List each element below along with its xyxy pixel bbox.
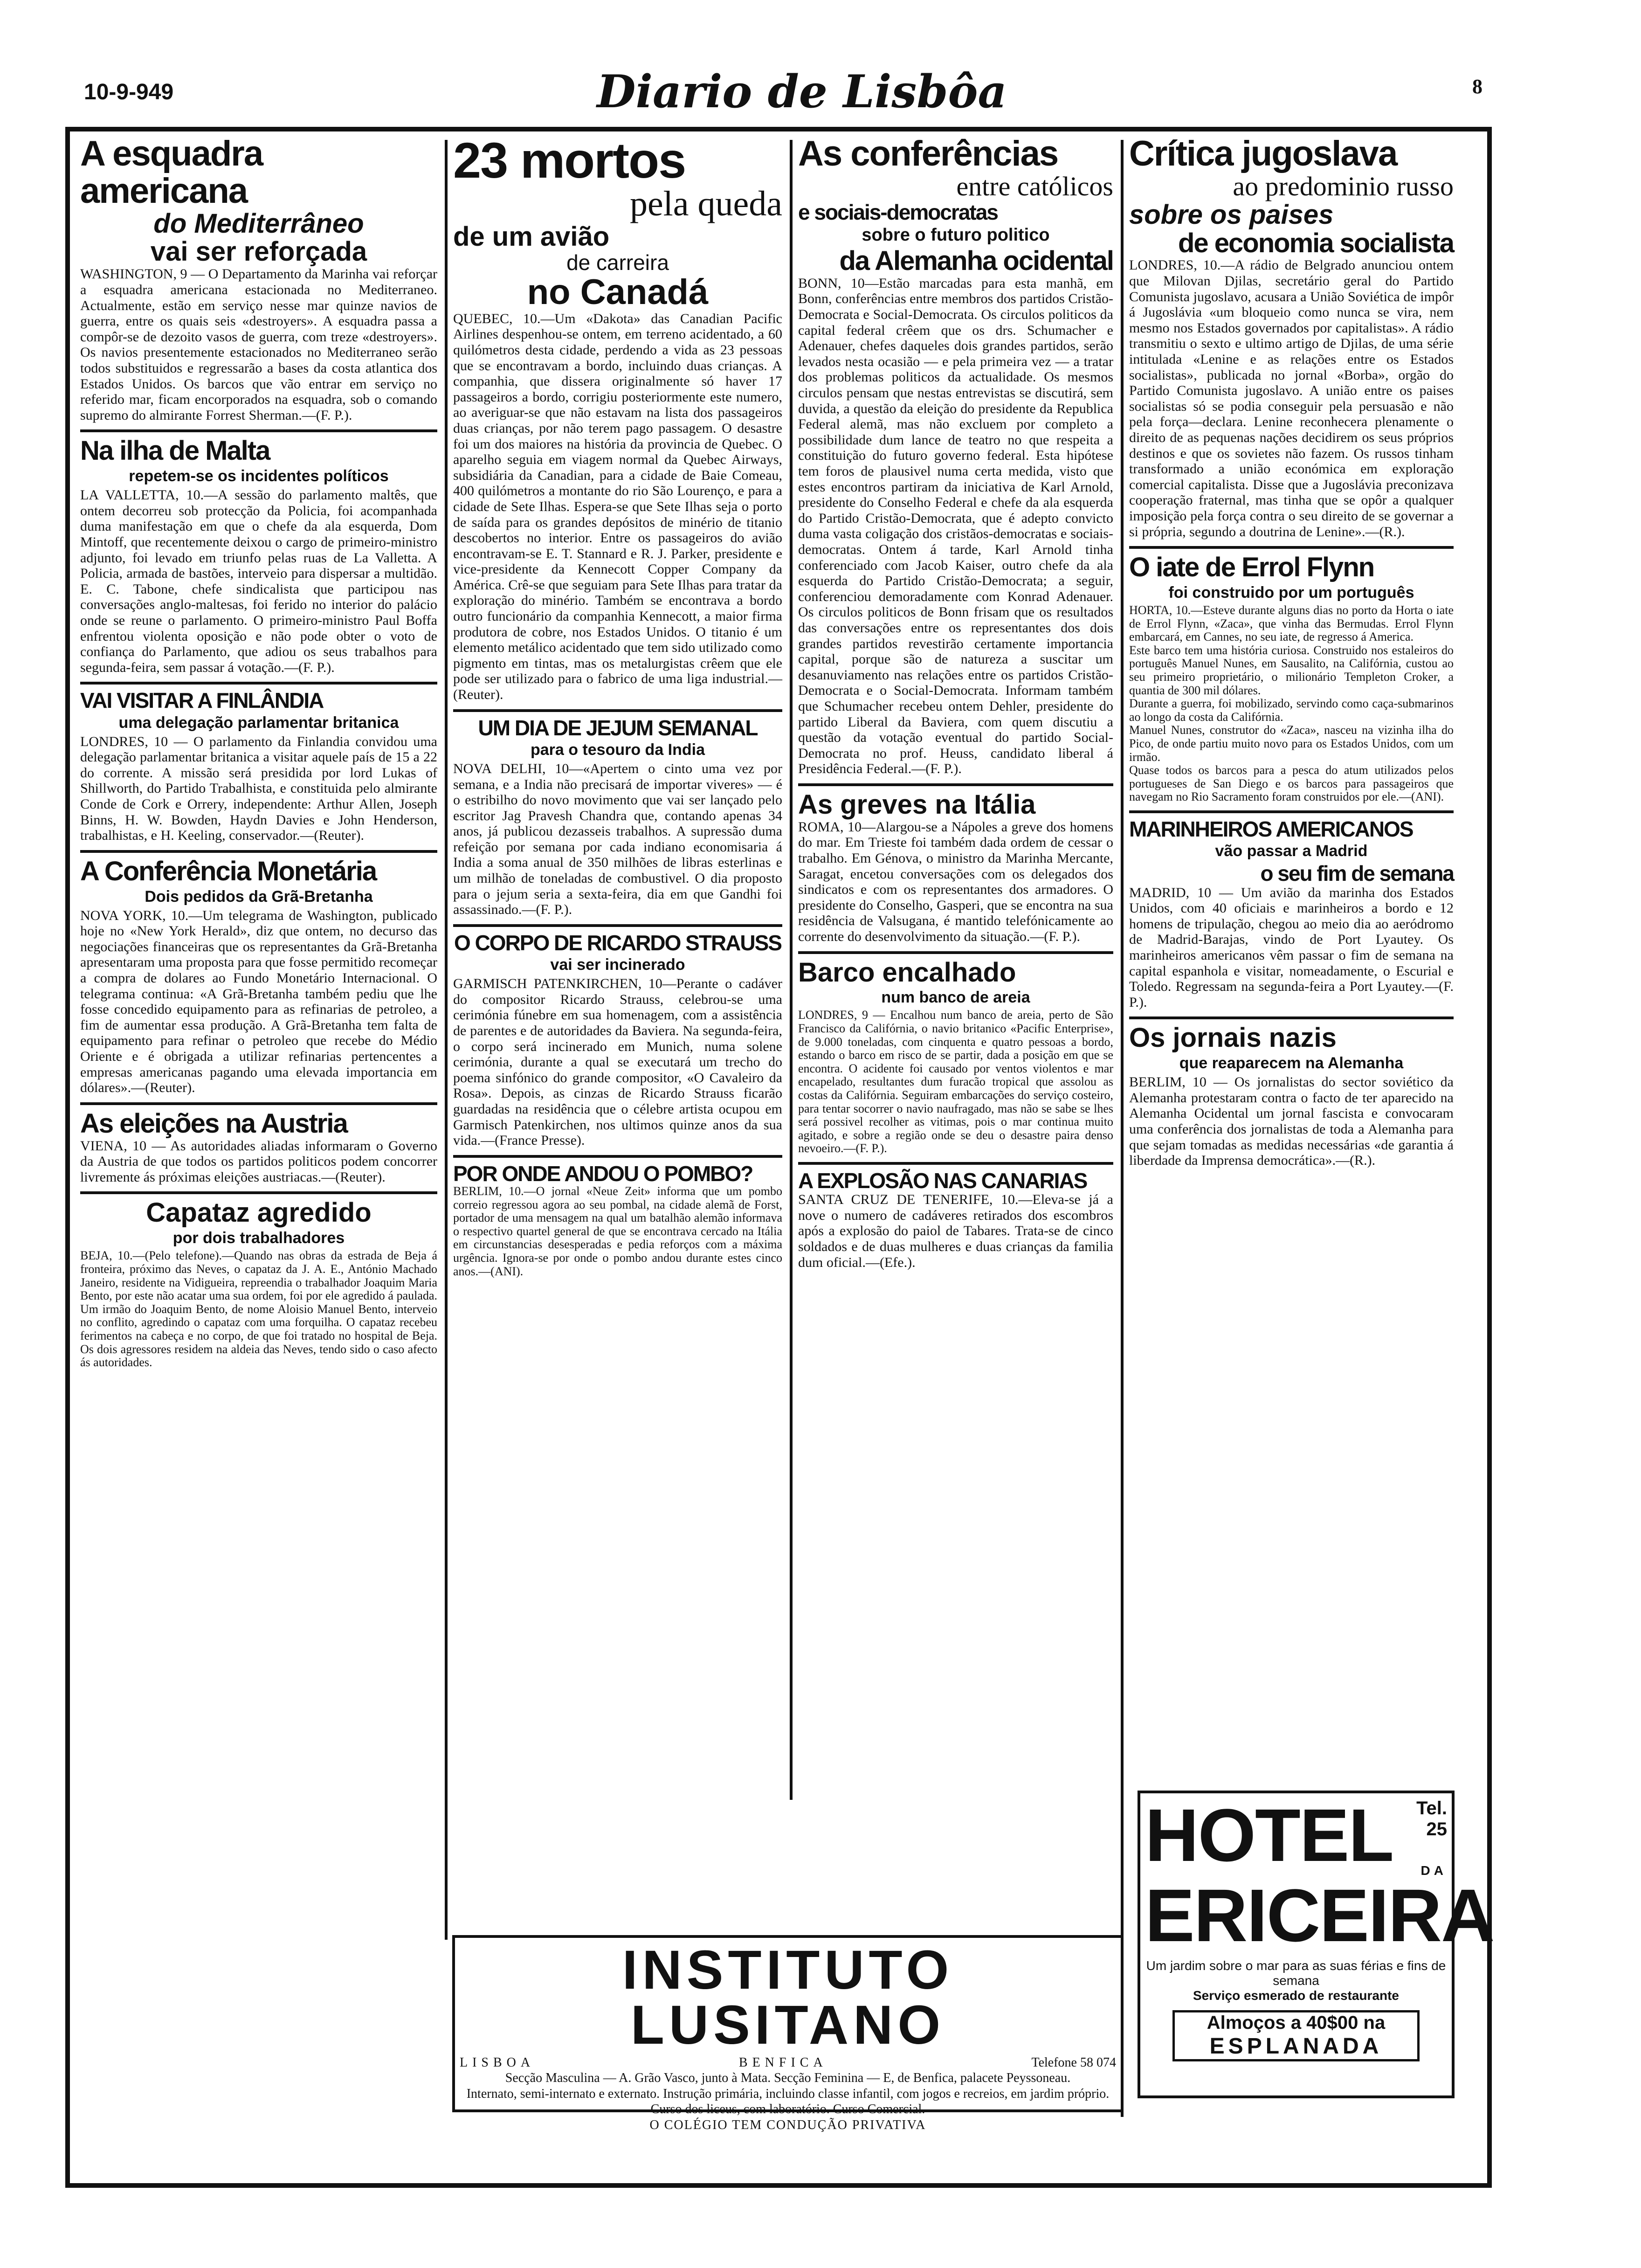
headline: As eleições na Austria — [80, 1108, 347, 1139]
headline: UM DIA DE JEJUM SEMANAL — [478, 715, 758, 740]
ad-district: BENFICA — [738, 2055, 827, 2070]
article-nazi-newspapers — [1129, 1024, 1454, 1168]
headline: A Conferência Monetária — [80, 856, 377, 886]
article-body: VIENA, 10 — As autoridades aliadas informaram o Governo da Austria de que todos os partidos politicos podem concorrer livremente ás próximas eleições austriacas.—(Reuter). — [80, 1138, 437, 1185]
article-monetary-conference — [80, 857, 437, 1096]
headline: MARINHEIROS AMERICANOS — [1129, 816, 1413, 841]
article-body: BEJA, 10.—(Pelo telefone).—Quando nas obras da estrada de Beja á fronteira, próximo das Neves, o capataz da J. A. E., António Machado Janeiro, residente na Vidigueira, repreendia o trabalhador Joaquim Maria Bento, por este não acatar uma sua ordem, foi por ele agredido á paulada. Um irmão do Joaquim Bento, de nome Aloisio Manuel Bento, interveio no conflito, agredindo o capataz com uma forquilha. O capataz recebeu ferimentos na cabeça e no corpo, de que foi tratado no hospital de Beja. Os dois agressores residem na aldeia das Neves, tendo sido o caso afecto ás autoridades. — [80, 1249, 437, 1369]
article-body: NOVA DELHI, 10—«Apertem o cinto uma vez por semana, e a India não precisará de importar viveres» — é o estribilho do novo movimento que vai ser lançado pelo escritor Jag Pravesh Chandra que, contando apenas 34 anos, já publicou dezasseis trabalhos. A supressão duma refeição por semana por cada indiano economisaria á India a soma anual de 350 milhões de libras esterlinas e um milhão de toneladas de combustivel. O dia proposto para o jejum seria a sexta-feira, dia em que Gandhi foi assassinado.—(F. P.). — [453, 761, 782, 918]
article-finland — [80, 689, 437, 843]
article-body: GARMISCH PATENKIRCHEN, 10—Perante o cadáver do compositor Ricardo Strauss, celebrou-se uma cerimónia fúnebre em sua homenagem, com a assistência de parentes e de autoridades da Baviera. Na segunda-feira, o corpo será incinerado em Munich, numa solene cerimónia, durante a qual se executará um trecho do poema sinfónico do grande compositor, «O Cavaleiro da Rosa». Depois, as cinzas de Ricardo Strauss ficarão guardadas na residência que o célebre artista ocupou em Garmisch Patenkirchen, nos ultimos quinze anos da sua vida.—(France Presse). — [453, 976, 782, 1148]
article-us-fleet — [80, 135, 437, 423]
headline-line-2: pela queda — [629, 184, 782, 223]
subheadline-2: o seu fim de semana — [1260, 861, 1454, 886]
ad-text: Secção Masculina — A. Grão Vasco, junto à Mata. Secção Feminina — E, de Benfica, palacete Peyssoneau. — [505, 2071, 1071, 2085]
divider — [798, 1162, 1113, 1165]
hotel-service: Serviço esmerado de restaurante — [1193, 1988, 1399, 2003]
article-body: ROMA, 10—Alargou-se a Nápoles a greve dos homens do mar. Em Trieste foi também dada ordem de cessar o trabalho. Em Génova, o ministro da Marinha Mercante, Saragat, encetou conversações com os delegados dos sindicatos e com os representantes dos armadores. O presidente do Conselho, Gasperi, que se encontra na sua residência de Valsugana, é mantido telefónicamente ao corrente do desenvolvimento da situação.—(F. P.). — [798, 819, 1113, 944]
headline-line-3: de um avião — [453, 221, 610, 252]
divider — [80, 850, 437, 853]
article-body: WASHINGTON, 9 — O Departamento da Marinha vai reforçar a esquadra americana estacionada no Mediterraneo. Actualmente, estão em serviço nesse mar quinze navios de guerra, entre os quais seis «destroyers». A esquadra passa a compôr-se de dezoito vasos de guerra, com treze «destroyers». Os navios presentemente estacionados no Mediterraneo serão todos substituidos e regressarão a bases da costa atlantica dos Estados Unidos. Os barcos que vão entrar em serviço no referido mar, ficam encorporados na esquadra, sob o comando supremo do almirante Forrest Sherman.—(F. P.). — [80, 266, 437, 423]
divider — [453, 709, 782, 712]
article-errol-flynn-yacht — [1129, 553, 1454, 804]
headline: Barco encalhado — [798, 957, 1016, 988]
article-body: Este barco tem uma história curiosa. Construido nos estaleiros do português Manuel Nunes, em Sausalito, na Califórnia, custou ao seu primeiro proprietário, o milionário Templeton Croker, a quantia de 300 mil dólares. — [1129, 643, 1454, 697]
article-austria-elections — [80, 1110, 437, 1185]
divider — [798, 783, 1113, 786]
article-body: Manuel Nunes, construtor do «Zaca», nasceu na vizinha ilha do Pico, de onde partiu muito novo para os Estados Unidos, com um irmão. — [1129, 723, 1454, 764]
article-body: HORTA, 10.—Esteve durante alguns dias no porto da Horta o iate de Errol Flynn, «Zaca», que vinha das Bermudas. Errol Flynn embarcará, em Cannes, no seu iate, de regresso á America. — [1129, 603, 1454, 644]
headline-line-4: de carreira — [566, 250, 669, 275]
headline-line-5: no Canadá — [527, 272, 709, 312]
ad-location-row — [460, 2055, 1116, 2070]
ad-hotel-ericeira — [1138, 1791, 1494, 2098]
article-ship-aground — [798, 959, 1113, 1155]
article-india-fasting — [453, 717, 782, 918]
divider — [453, 1155, 782, 1158]
subheadline: que reaparecem na Alemanha — [1179, 1054, 1404, 1072]
article-body: NOVA YORK, 10.—Um telegrama de Washington, publicado hoje no «New York Herald», diz que ontem, no decurso das negociações financeiras que os representantes da Grã-Bretanha apresentaram uma proposta para que fosse permitido recomeçar a compra de dolares ao Fundo Monetário Internacional. O telegrama continua: «A Grã-Bretanha também pediu que lhe fosse concedido equipamento para as refinarias de petroleo, a fim de aumentar essa produção. A Grã-Bretanha tem falta de equipamento para refinar o petroleo que recebe do Médio Oriente e é obrigada a utilizar refinarias pertencentes a empresas americanas pagando uma elevada importancia em dólares».—(Reuter). — [80, 907, 437, 1096]
headline: O iate de Errol Flynn — [1129, 552, 1374, 583]
hotel-name: ERICEIRA — [1145, 1874, 1494, 1957]
article-body: Durante a guerra, foi mobilizado, servindo como caça-submarinos ao longo da costa da Califórnia. — [1129, 697, 1454, 724]
article-yugoslav-critique — [1129, 135, 1454, 539]
headline-line-4: de economia socialista — [1178, 228, 1454, 258]
subheadline: vai ser incinerado — [550, 956, 685, 974]
article-body: LONDRES, 10 — O parlamento da Finlandia convidou uma delegação parlamentar britanica a visitar aquele país de 15 a 22 do corrente. A missão será presidida por lord Lukas of Shillworth, do Partido Trabalhista, e constituida pelo almirante Conde de Cork e Orrery, independente: Arthur Allen, Joseph Binns, H. W. Bowden, Haydn Davies e John Henderson, trabalhistas, e H. Keeling, conservador.—(Reuter). — [80, 733, 437, 844]
hotel-title-row — [1145, 1793, 1447, 1878]
article-pigeon — [453, 1162, 782, 1278]
column-3 — [793, 135, 1119, 2168]
headline: A EXPLOSÃO NAS CANARIAS — [798, 1168, 1087, 1193]
headline: 23 mortos — [453, 135, 686, 188]
article-foreman-attacked — [80, 1199, 437, 1369]
ad-instituto-lusitano — [452, 1935, 1124, 2132]
headline-line-2: do Mediterrâneo — [153, 208, 364, 239]
newspaper-title: Diario de Lisbôa — [597, 65, 1007, 118]
subheadline: repetem-se os incidentes políticos — [129, 467, 389, 485]
headline: A esquadra americana — [80, 135, 263, 211]
page-number: 8 — [1472, 75, 1482, 98]
article-body: LONDRES, 10.—A rádio de Belgrado anunciou ontem que Milovan Djilas, secretário geral do Partido Comunista jugoslavo, acusara a União Soviética de impôr á Jugoslávia «um bloqueio como nunca se vira, nem mesmo nos Estados governados por capitalistas». A rádio transmitiu o sexto e ultimo artigo de Djilas, de uma série intitulada «Lenine e as relações entre os Estados socialistas», publicada no jornal «Borba», orgão do Partido Comunista jugoslavo. A união entre os paises socialistas só se podia conseguir pela persuasão e não pela força—declara. Lenine reconhecera plenamente o direito de as pequenas nações decidirem os seus próprios destinos e que os sovietes não fazem. Os russos tinham transformado a união económica em exploração comercial capitalista. Disse que a Jugoslávia preconizava cooperação fraternal, mas tinha que se opôr a qualquer imposição pela força contra o seu direito de se governar a si própria, segundo a doutrina de Lenine».—(R.). — [1129, 257, 1454, 539]
subheadline: num banco de areia — [881, 989, 1030, 1007]
divider — [453, 924, 782, 927]
article-body: BERLIM, 10.—O jornal «Neue Zeit» informa que um pombo correio regressou agora ao seu pombal, na cidade alemã de Forst, portador de uma mensagem na qual um batalhão alemão informava o respectivo quartel general de que se encontrava cercado na Itália em circunstancias desesperadas e pedia reforços com a máxima urgência. Ignora-se por onde o pombo andou durante estes cinco anos.—(ANI). — [453, 1184, 782, 1278]
headline-line-2: ao predominio russo — [1233, 171, 1454, 201]
headline: VAI VISITAR A FINLÂNDIA — [80, 688, 324, 713]
article-italy-strikes — [798, 791, 1113, 945]
headline: POR ONDE ANDOU O POMBO? — [453, 1161, 753, 1186]
column-1 — [75, 135, 443, 2168]
divider — [80, 1191, 437, 1194]
esplanada-box — [1172, 2010, 1420, 2061]
ad-city: LISBOA — [460, 2055, 535, 2070]
hotel-tagline: Um jardim sobre o mar para as suas férias e fins de semana — [1146, 1958, 1446, 1988]
hotel-title: HOTEL — [1145, 1793, 1393, 1877]
divider — [1129, 546, 1454, 549]
divider — [80, 429, 437, 432]
hotel-da: DA — [1420, 1863, 1447, 1878]
headline: Os jornais nazis — [1129, 1023, 1337, 1053]
article-body: BERLIM, 10 — Os jornalistas do sector soviético da Alemanha protestaram contra o facto de ter aparecido na Alemanha Ocidental um jornal fascista e convocaram uma conferência dos jornalistas de toda a Alemanha para que sejam tomadas as medidas necessárias «de garantia á liberdade da Imprensa democrática».—(R.). — [1129, 1074, 1454, 1169]
ad-text: O COLÉGIO TEM CONDUÇÃO PRIVATIVA — [649, 2117, 926, 2132]
headline-line-3: sobre os paises — [1129, 199, 1334, 230]
article-bonn-conferences — [798, 135, 1113, 777]
article-american-sailors — [1129, 818, 1454, 1010]
page-header — [84, 65, 1482, 121]
headline: Crítica jugoslava — [1129, 135, 1397, 173]
ad-text: Internato, semi-internato e externato. Instrução primária, incluindo classe infantil, com jogos e recreios, em jardim próprio. Curso dos liceus, com laboratório. Curso Comercial. — [466, 2086, 1110, 2117]
headline-line-3: e sociais-democratas — [798, 200, 998, 224]
divider — [80, 1102, 437, 1105]
headline: Capataz agredido — [146, 1197, 372, 1228]
headline: As greves na Itália — [798, 789, 1036, 820]
column-2 — [448, 135, 788, 2168]
headline: As conferências — [798, 135, 1058, 173]
headline-line-4: sobre o futuro politico — [862, 225, 1050, 245]
lunch-price: Almoços a 40$00 na — [1207, 2012, 1386, 2033]
hotel-phone: Tel. 25 — [1416, 1798, 1447, 1839]
headline: Na ilha de Malta — [80, 436, 270, 466]
article-body: MADRID, 10 — Um avião da marinha dos Estados Unidos, com 40 oficiais e marinheiros a bordo e 12 homens de tripulação, chegou ao meio dia ao aeródromo de Madrid-Barajas, vindo de Port Lyautey. Os marinheiros americanos vêm passar o fim de semana na capital espanhola e visitar, nomeadamente, o Escurial e Toledo. Regressam na segunda-feira a Port Lyautey.—(F. P.). — [1129, 885, 1454, 1010]
divider — [1129, 1016, 1454, 1019]
divider — [798, 951, 1113, 954]
subheadline: para o tesouro da India — [530, 740, 705, 759]
article-body: BONN, 10—Estão marcadas para esta manhã, em Bonn, conferências entre membros dos partidos Cristão-Democrata e Social-Democrata. Os circulos politicos da capital federal crêem que os drs. Schumacher e Adenauer, chefes daqueles dois grandes partidos, serão levados nesta ocasião — e pela primeira vez — a tratar dos problemas politicos da actualidade. Os mesmos circulos pensam que nestas entrevistas se discutirá, sem duvida, a questão da eleição do presidente da Republica Federal alemã, mas não excluem por completo a possibilidade dum lance de teatro no que respeita a constituição do futuro governo federal. Esta hipótese tem foros de plausivel numa certa medida, visto que estes encontros partiram da iniciativa de Karl Arnold, presidente do Conselho Federal e chefe da ala esquerda do Partido Cristão-Democrata, que é adepto convicto duma vasta coligação dos cristãos-democratas e sociais-democratas. Ontem á tarde, Karl Arnold tinha conferenciado com Jacob Kaiser, outro chefe da ala esquerda do Partido Cristão-Democrata; a seguir, conferenciou demoradamente com Konrad Adenauer. Os circulos politicos de Bonn frisam que os resultados das conversações entre os representantes dos dois grandes partidos revestirão certamente importancia capital, porque são de natureza a suscitar um desanuviamento nas relações entre os partidos Cristão-Democrata e o Social-Democrata. Informam também que Schumacher recebeu ontem Dehler, presidente do partido Liberal da Baviera, com quem discutiu a questão da votação eventual do partido Social-Democrata no prof. Heuss, candidato liberal á Presidência Federal.—(F. P.). — [798, 275, 1113, 777]
article-canary-explosion — [798, 1169, 1113, 1270]
esplanada-label: ESPLANADA — [1209, 2033, 1383, 2059]
article-malta — [80, 437, 437, 675]
article-body: QUEBEC, 10.—Um «Dakota» das Canadian Pacific Airlines despenhou-se ontem, em terreno acidentado, a 60 quilómetros desta cidade, perdendo a vida as 23 pessoas que se encontravam a bordo, incluindo duas crianças. A companhia, que dissera originalmente só haver 17 passageiros a bordo, corrigiu posteriormente este numero, ao averiguar-se que não estavam na lista dos passageiros duas crianças, por não terem pago passagem. O desastre foi um dos maiores na história da provincia de Quebec. O aparelho seguia em viagem normal da Quebec Airways, subsidiária da Canadian, para a cidade de Baie Comeau, 400 quilómetros a montante do rio São Lourenço, e para a cidade de Sete Ilhas. Espera-se que Sete Ilhas seja o porto de saída para os grandes depósitos de minério de titanio descobertos no interior. Entre os passageiros do avião encontravam-se E. T. Stannard e R. J. Parker, presidente e vice-presidente da Kennecott Copper Company da América. Crê-se que seguiam para Sete Ilhas para tratar da exploração do minério. Também se encontrava a bordo outro funcionário da companhia Kennecott, a maior firma produtora de cobre, nos Estados Unidos. O titanio é um elemento metálico acidentado que tem sido utilizado como pigmento em tintas, mas os metalurgistas crêem que ele pode ser utilizado para o fabrico de uma liga industrial.—(Reuter). — [453, 311, 782, 703]
article-body: Quase todos os barcos para a pesca do atum utilizados pelos portugueses de San Diego e os barcos para passageiros que navegam no Rio Sacramento foram construidos por ele.—(ANI). — [1129, 763, 1454, 804]
article-body: LONDRES, 9 — Encalhou num banco de areia, perto de São Francisco da Califórnia, o navio britanico «Pacific Enterprise», de 9.000 toneladas, com cinquenta e quatro pessoas a bordo, estando o barco em risco de se partir, dada a posição em que se encontra. O acidente foi causado por ventos violentos e mar encapelado, resultantes dum furacão tropical que assolou as costas da Califórnia. Seguiram embarcações do serviço costeiro, para tentar socorrer o navio naufragado, mas não se sabe se lhes será possivel recolher as vitimas, pois o mar continua muito agitado, e sobre a região onde se deu o desastre paira denso nevoeiro.—(F. P.). — [798, 1008, 1113, 1155]
headline-line-2: entre católicos — [956, 171, 1113, 201]
issue-date: 10-9-949 — [84, 80, 174, 104]
headline-line-5: da Alemanha ocidental — [839, 245, 1113, 276]
article-canada-crash — [453, 135, 782, 703]
article-strauss — [453, 932, 782, 1148]
subheadline: Dois pedidos da Grã-Bretanha — [145, 887, 373, 906]
hotel-tel-block — [1393, 1798, 1447, 1878]
divider — [1129, 810, 1454, 813]
ad-phone: Telefone 58 074 — [1031, 2055, 1116, 2070]
ad-title: INSTITUTO LUSITANO — [622, 1939, 954, 2056]
headline-line-3: vai ser reforçada — [150, 236, 367, 267]
subheadline: por dois trabalhadores — [172, 1229, 345, 1247]
subheadline: uma delegação parlamentar britanica — [118, 713, 399, 732]
subheadline: vão passar a Madrid — [1215, 842, 1368, 860]
headline: O CORPO DE RICARDO STRAUSS — [454, 930, 781, 955]
divider — [80, 682, 437, 685]
article-body: LA VALLETTA, 10.—A sessão do parlamento maltês, que ontem decorreu sob protecção da Policia, foi acompanhada duma manifestação em que o chefe da ala esquerda, Dom Mintoff, que recentemente deixou o cargo de primeiro-ministro adjunto, foi levado em triunfo pelas ruas de La Valletta. A Policia, armada de bastões, interveio para dispersar a multidão. E. C. Tabone, chefe sindicalista que participou nas conversações anglo-maltesas, foi ferido no interior do palácio onde se reune o parlamento. O primeiro-ministro Paul Boffa enfrentou violenta oposição e não pode obter o voto de confiança do Parlamento, que adiou os seus trabalhos para segunda-feira, sem passar á votação.—(F. P.). — [80, 487, 437, 675]
article-body: SANTA CRUZ DE TENERIFE, 10.—Eleva-se já a nove o numero de cadáveres retirados dos escombros após a explosão do paiol de Tabares. Trata-se de cinco soldados e de duas mulheres e duas crianças da familia dum oficial.—(Efe.). — [798, 1192, 1113, 1270]
subheadline: foi construido por um português — [1168, 584, 1414, 602]
